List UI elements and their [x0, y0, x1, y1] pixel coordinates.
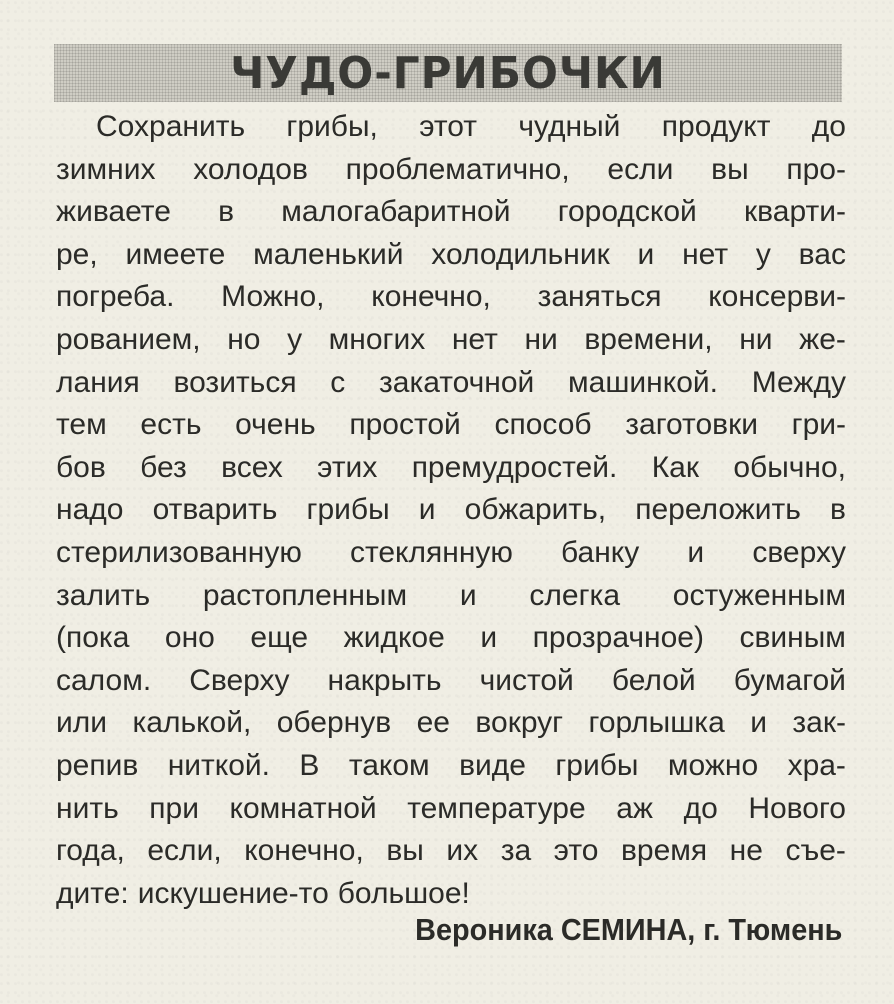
article-line: рованием, но у многих нет ни времени, ни же-	[56, 322, 846, 356]
article-line: или калькой, обернув ее вокруг горлышка и зак-	[56, 706, 846, 740]
article-line: надо отварить грибы и обжарить, переложить в	[56, 493, 846, 527]
article-line: тем есть очень простой способ заготовки гри-	[56, 408, 846, 442]
title-band	[54, 44, 842, 102]
article-line: погреба. Можно, конечно, заняться консерви-	[56, 280, 846, 314]
article-line: салом. Сверху накрыть чистой белой бумагой	[56, 663, 846, 697]
article-line: живаете в малогабаритной городской кварти-	[56, 195, 846, 229]
article-line: зимних холодов проблематично, если вы про-	[56, 152, 846, 186]
article-line: репив ниткой. В таком виде грибы можно хра-	[56, 748, 846, 782]
article-line: (пока оно еще жидкое и прозрачное) свиным	[56, 621, 846, 655]
article-line: нить при комнатной температуре аж до Нового	[56, 791, 846, 825]
article-line: дите: искушение-то большое!	[56, 876, 470, 910]
article-line: стерилизованную стеклянную банку и сверху	[56, 535, 846, 569]
article-line: года, если, конечно, вы их за это время не съе-	[56, 834, 846, 868]
article-line: залить растопленным и слегка остуженным	[56, 578, 846, 612]
article-body	[56, 106, 846, 915]
article-line: Сохранить грибы, этот чудный продукт до	[96, 110, 846, 143]
article-signature: Вероника СЕМИНА, г. Тюмень	[414, 912, 842, 947]
article-line: лания возиться с закаточной машинкой. Между	[56, 365, 846, 399]
article-line: бов без всех этих премудростей. Как обычно,	[56, 450, 846, 484]
article-title: ЧУДО-ГРИБОЧКИ	[230, 47, 666, 99]
article-line: ре, имеете маленький холодильник и нет у вас	[56, 237, 846, 271]
